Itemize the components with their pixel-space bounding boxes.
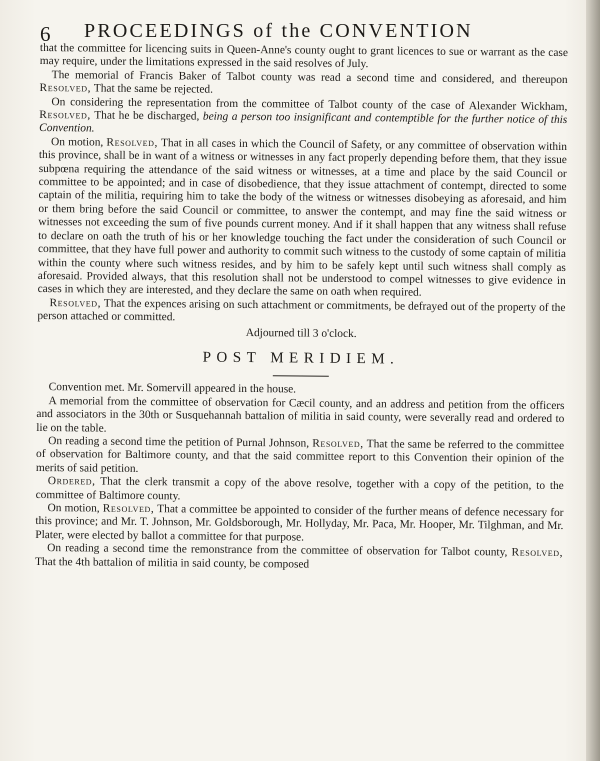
paragraph-talbot-remonstrance: On reading a second time the remonstrance from the committee of observation for Talbot county, Resolved, That the 4th battalion of militia in said county, be composed xyxy=(34,542,564,571)
resolved-label: Resolved, xyxy=(49,296,102,310)
resolved-label: Resolved, xyxy=(39,82,92,95)
paragraph-witnesses: On motion, Resolved, That in all cases in which the Council of Safety, or any committee of observation within this province, shall be in want of a witness or witnesses in any fact properly depending before them, that they issue subpœna requiring the attendance of the said witness or witnesses, at a time and place by the said Council or committee to be appointed; and in case of disobedience, that they issue attachment of contempt, directed to some captain of the militia, requiring him to take the body of the witness or witnesses disobeying as aforesaid, and him or them bring before the said Council or committee, to answer the contempt, and may fine the said witness or witnesses not exceeding the sum of five pounds current money. And if it shall happen that any witness shall refuse to declare on oath the truth of his or her knowledge touching the fact under the consideration of such Council or committee, that they have full power and authority to commit such witness to the custody of some captain of militia within the county where such witness resides, and by him to be safely kept until such witness shall comply as aforesaid. Provided always, that this resolution shall not be understood to compel witnesses to give evidence in cases in which they are interested, and they declare the same on oath when required. xyxy=(37,135,568,299)
paragraph-convention-met: Convention met. Mr. Somervill appeared in the house. xyxy=(48,381,297,396)
paragraph-ordered: Ordered, That the clerk transmit a copy of the above resolve, together with a copy of the petition, to the committee of Baltimore county. xyxy=(35,475,564,502)
paragraph-expences: Resolved, That the expences arising on such attachment or commitments, be defrayed out of the property of the person attached or committed. xyxy=(37,296,566,324)
ordered-label: Ordered, xyxy=(47,475,96,488)
paragraph-baker-memorial: The memorial of Francis Baker of Talbot county was read a second time and considered, and thereupon Resolved, That the same be rejected. xyxy=(39,68,568,96)
section-rule xyxy=(273,376,329,378)
section-heading-post-meridiem: POST MERIDIEM. xyxy=(202,349,400,368)
resolved-label: Resolved, xyxy=(312,437,364,451)
adjourned-line: Adjourned till 3 o'clock. xyxy=(245,326,357,340)
body-text xyxy=(35,42,568,574)
resolved-label: Resolved, xyxy=(39,109,91,122)
page-edge-shadow xyxy=(586,0,600,761)
paragraph-defence-committee: On motion, Resolved, That a committee be appointed to consider of the further means of defence necessary for this province; and Mr. T. Johnson, Mr. Goldsborough, Mr. Hollyday, Mr. Paca, Mr. Hooper, Mr. Tilghman, and Mr. Plater, were elected by ballot a committee for that purpose. xyxy=(35,502,564,544)
resolved-label: Resolved, xyxy=(106,136,159,149)
italic-phrase: being a person too insignificant and contemptible for the further notice of this Convention. xyxy=(39,110,568,135)
page-number: 6 xyxy=(40,22,51,46)
paragraph-licences: that the committee for licencing suits in Queen-Anne's county ought to grant licences to sue or warrant as the case may require, under the limitations expressed in the said resolves of July. xyxy=(39,42,568,71)
paragraph-wickham: On considering the representation from the committee of Talbot county of the case of Alexander Wickham, Resolved, That he be discharged, being a person too insignificant and contemptible for the further notice of this Convention. xyxy=(39,95,568,135)
resolved-label: Resolved, xyxy=(102,502,155,516)
resolved-label: Resolved, xyxy=(511,546,564,560)
running-head-title: PROCEEDINGS of the CONVENTION xyxy=(84,20,473,42)
paragraph-johnson-petition: On reading a second time the petition of Purnal Johnson, Resolved, That the same be referred to the committee of observation for Baltimore county, and that the said committee report to this Convention their opinion of the merits of said petition. xyxy=(35,435,565,475)
paragraph-caecil-memorial: A memorial from the committee of observation for Cæcil county, and an address and petition from the officers and associators in the 30th or Susquehannah battalion of militia in said county, were severally read and ordered to lie on the table. xyxy=(36,394,565,435)
